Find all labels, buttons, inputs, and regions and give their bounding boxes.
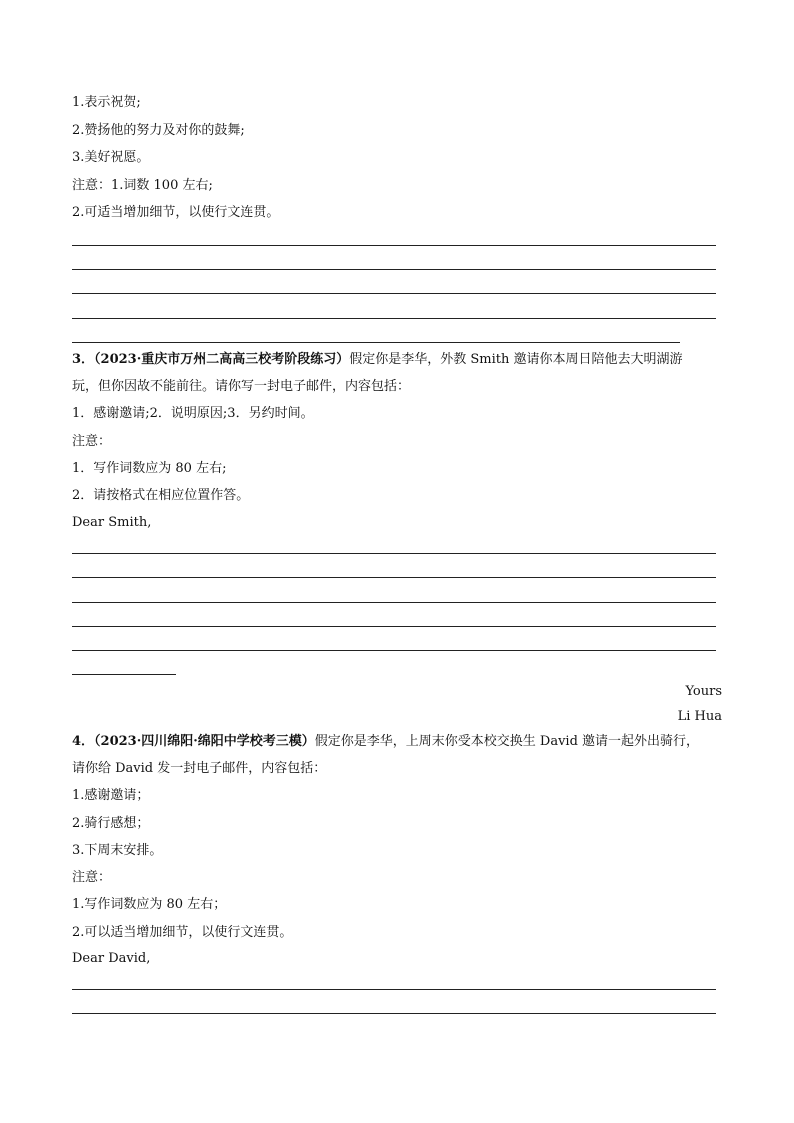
q3-content: 1．感谢邀请;2．说明原因;3．另约时间。 [72,406,314,421]
q4-item-3: 3.下周末安排。 [72,843,163,858]
q4-salutation: Dear David, [72,951,151,966]
answer-line [72,650,716,651]
q4-number: 4． [72,734,95,749]
answer-line [72,245,716,246]
q2-item-1: 1.表示祝贺; [72,95,141,110]
q2-item-2: 2.赞扬他的努力及对你的鼓舞; [72,123,245,138]
q4-note-1: 1.写作词数应为 80 左右； [72,897,227,912]
q2-item-3: 3.美好祝愿。 [72,150,150,165]
q4-source: （2023·四川绵阳·绵阳中学校考三模） [94,734,315,749]
q4-note-title: 注意： [72,870,112,885]
answer-line [72,577,716,578]
answer-line [72,674,176,675]
answer-line [72,553,716,554]
q3-signature: Li Hua [677,709,722,724]
q2-note-line: 注意：1.词数 100 左右; [72,178,213,193]
q3-prompt-line-1 [72,351,683,369]
q3-prompt-1: 假定你是李华，外教 Smith 邀请你本周日陪他去大明湖游 [349,352,683,367]
q3-note-title: 注意： [72,434,112,449]
q3-number: 3． [72,352,95,367]
answer-line [72,1013,716,1014]
answer-line [72,293,716,294]
q2-note-2: 2.可适当增加细节，以使行文连贯。 [72,205,280,220]
q3-prompt-2: 玩，但你因故不能前往。请你写一封电子邮件，内容包括： [72,379,411,394]
q4-prompt-1: 假定你是李华，上周末你受本校交换生 David 邀请一起外出骑行， [314,734,700,749]
q3-note-2: 2．请按格式在相应位置作答。 [72,488,250,503]
q3-source: （2023·重庆市万州二高高三校考阶段练习） [94,352,350,367]
q3-closing: Yours [685,684,722,699]
q4-prompt-2: 请你给 David 发一封电子邮件，内容包括： [72,761,327,776]
q4-item-2: 2.骑行感想； [72,816,150,831]
q4-item-1: 1.感谢邀请； [72,788,150,803]
answer-line [72,318,716,319]
q3-salutation: Dear Smith, [72,515,152,530]
q4-prompt-line-1 [72,733,699,751]
answer-line [72,989,716,990]
answer-line [72,626,716,627]
q4-note-2: 2.可以适当增加细节，以使行文连贯。 [72,925,293,940]
answer-line [72,269,716,270]
answer-line [72,342,680,343]
q3-note-1: 1．写作词数应为 80 左右; [72,461,227,476]
answer-line [72,602,716,603]
